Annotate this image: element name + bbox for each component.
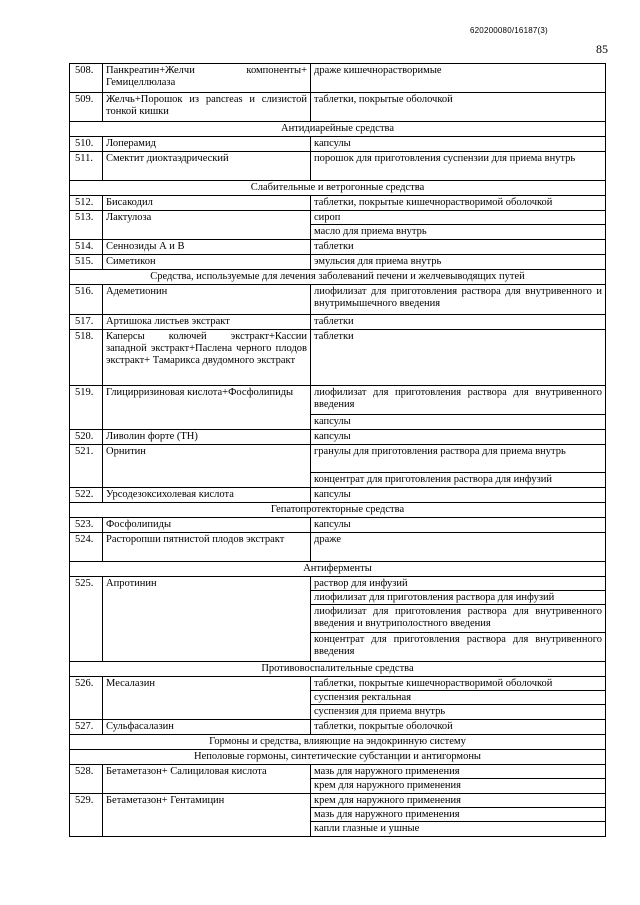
dosage-forms xyxy=(311,255,606,269)
drug-name: Месалазин xyxy=(103,677,311,719)
document-id: 620200080/16187(3) xyxy=(470,26,548,35)
row-number: 508. xyxy=(70,64,103,92)
table-row xyxy=(70,577,606,662)
row-number: 528. xyxy=(70,765,103,793)
table-row xyxy=(70,765,606,794)
drug-name: Сеннозиды А и В xyxy=(103,240,311,254)
table-row xyxy=(70,196,606,211)
table-row xyxy=(70,137,606,152)
dosage-form: мазь для наружного применения xyxy=(311,765,606,779)
dosage-forms xyxy=(311,211,606,239)
dosage-forms xyxy=(311,518,606,532)
dosage-form: суспензия для приема внутрь xyxy=(311,705,606,719)
table-row xyxy=(70,240,606,255)
drug-name: Смектит диоктаэдрический xyxy=(103,152,311,180)
section-header-row xyxy=(70,662,606,677)
dosage-form: капсулы xyxy=(311,430,606,444)
section-title: Средства, используемые для лечения заболеваний печени и желчевыводящих путей xyxy=(70,270,606,284)
dosage-form: таблетки xyxy=(311,240,606,254)
row-number: 522. xyxy=(70,488,103,502)
dosage-forms xyxy=(311,93,606,121)
dosage-form: крем для наружного применения xyxy=(311,794,606,808)
table-row xyxy=(70,211,606,240)
dosage-forms xyxy=(311,285,606,314)
row-number: 520. xyxy=(70,430,103,444)
drug-name: Бетаметазон+ Гентамицин xyxy=(103,794,311,836)
row-number: 517. xyxy=(70,315,103,329)
page-number: 85 xyxy=(596,42,608,56)
row-number: 519. xyxy=(70,386,103,429)
dosage-form: лиофилизат для приготовления раствора для внутривенного введения xyxy=(311,386,606,415)
dosage-form: концентрат для приготовления раствора для инфузий xyxy=(311,473,606,487)
dosage-form: таблетки xyxy=(311,315,606,329)
dosage-forms xyxy=(311,794,606,836)
section-header-row xyxy=(70,750,606,765)
dosage-form: лиофилизат для приготовления раствора для внутривенного и внутримышечного введения xyxy=(311,285,606,314)
dosage-forms xyxy=(311,430,606,444)
dosage-form: гранулы для приготовления раствора для приема внутрь xyxy=(311,445,606,473)
table-row xyxy=(70,720,606,735)
row-number: 525. xyxy=(70,577,103,661)
dosage-form: сироп xyxy=(311,211,606,225)
section-title: Слабительные и ветрогонные средства xyxy=(70,181,606,195)
dosage-form: капсулы xyxy=(311,415,606,429)
drug-name: Адеметионин xyxy=(103,285,311,314)
section-title: Неполовые гормоны, синтетические субстанции и антигормоны xyxy=(70,750,606,764)
dosage-form: масло для приема внутрь xyxy=(311,225,606,239)
row-number: 527. xyxy=(70,720,103,734)
dosage-forms xyxy=(311,137,606,151)
dosage-form: капсулы xyxy=(311,137,606,151)
drug-name: Орнитин xyxy=(103,445,311,487)
drug-name: Бетаметазон+ Салициловая кислота xyxy=(103,765,311,793)
dosage-forms xyxy=(311,152,606,180)
dosage-form: раствор для инфузий xyxy=(311,577,606,591)
drug-name: Глицирризиновая кислота+Фосфолипиды xyxy=(103,386,311,429)
drug-table xyxy=(69,63,606,837)
dosage-form: капли глазные и ушные xyxy=(311,822,606,836)
section-header-row xyxy=(70,270,606,285)
dosage-forms xyxy=(311,765,606,793)
section-title: Антиферменты xyxy=(70,562,606,576)
table-row xyxy=(70,315,606,330)
table-row xyxy=(70,64,606,93)
dosage-form: таблетки, покрытые оболочкой xyxy=(311,93,606,121)
drug-name: Бисакодил xyxy=(103,196,311,210)
dosage-form: суспензия ректальная xyxy=(311,691,606,705)
section-title: Гепатопротекторные средства xyxy=(70,503,606,517)
drug-name: Симетикон xyxy=(103,255,311,269)
drug-name: Апротинин xyxy=(103,577,311,661)
row-number: 526. xyxy=(70,677,103,719)
dosage-forms xyxy=(311,196,606,210)
table-row xyxy=(70,488,606,503)
section-title: Антидиарейные средства xyxy=(70,122,606,136)
dosage-form: лиофилизат для приготовления раствора для внутривенного введения и внутриполостного введения xyxy=(311,605,606,633)
table-row xyxy=(70,518,606,533)
table-row xyxy=(70,794,606,837)
table-row xyxy=(70,255,606,270)
dosage-form: таблетки, покрытые кишечнорастворимой оболочкой xyxy=(311,677,606,691)
dosage-form: таблетки, покрытые кишечнорастворимой оболочкой xyxy=(311,196,606,210)
drug-name: Ливолин форте (ТН) xyxy=(103,430,311,444)
dosage-form: мазь для наружного применения xyxy=(311,808,606,822)
dosage-forms xyxy=(311,330,606,385)
row-number: 512. xyxy=(70,196,103,210)
row-number: 516. xyxy=(70,285,103,314)
table-row xyxy=(70,93,606,122)
drug-name: Лактулоза xyxy=(103,211,311,239)
section-header-row xyxy=(70,562,606,577)
dosage-forms xyxy=(311,577,606,661)
table-row xyxy=(70,386,606,430)
dosage-forms xyxy=(311,533,606,561)
table-row xyxy=(70,445,606,488)
table-row xyxy=(70,285,606,315)
row-number: 515. xyxy=(70,255,103,269)
row-number: 510. xyxy=(70,137,103,151)
dosage-form: концентрат для приготовления раствора для внутривенного введения xyxy=(311,633,606,661)
dosage-form: капсулы xyxy=(311,518,606,532)
row-number: 529. xyxy=(70,794,103,836)
section-header-row xyxy=(70,735,606,750)
drug-name: Желчь+Порошок из pancreas и слизистой тонкой кишки xyxy=(103,93,311,121)
dosage-form: таблетки, покрытые оболочкой xyxy=(311,720,606,734)
row-number: 511. xyxy=(70,152,103,180)
table-row xyxy=(70,152,606,181)
row-number: 513. xyxy=(70,211,103,239)
section-header-row xyxy=(70,181,606,196)
dosage-form: крем для наружного применения xyxy=(311,779,606,793)
table-row xyxy=(70,533,606,562)
drug-name: Лоперамид xyxy=(103,137,311,151)
row-number: 524. xyxy=(70,533,103,561)
dosage-forms xyxy=(311,315,606,329)
dosage-forms xyxy=(311,64,606,92)
section-header-row xyxy=(70,503,606,518)
row-number: 518. xyxy=(70,330,103,385)
dosage-form: драже кишечнорастворимые xyxy=(311,64,606,92)
dosage-forms xyxy=(311,677,606,719)
drug-name: Каперсы колючей экстракт+Кассии западной экстракт+Паслена черного плодов экстракт+ Тамарикса двудомного экстракт xyxy=(103,330,311,385)
table-row xyxy=(70,330,606,386)
dosage-form: лиофилизат для приготовления раствора для инфузий xyxy=(311,591,606,605)
row-number: 523. xyxy=(70,518,103,532)
drug-name: Сульфасалазин xyxy=(103,720,311,734)
row-number: 514. xyxy=(70,240,103,254)
dosage-forms xyxy=(311,240,606,254)
dosage-forms xyxy=(311,488,606,502)
section-title: Гормоны и средства, влияющие на эндокринную систему xyxy=(70,735,606,749)
drug-name: Панкреатин+Желчи компоненты+ Гемицеллюлаза xyxy=(103,64,311,92)
section-title: Противовоспалительные средства xyxy=(70,662,606,676)
drug-name: Урсодезоксихолевая кислота xyxy=(103,488,311,502)
dosage-form: драже xyxy=(311,533,606,561)
table-row xyxy=(70,677,606,720)
dosage-form: капсулы xyxy=(311,488,606,502)
drug-name: Фосфолипиды xyxy=(103,518,311,532)
drug-name: Расторопши пятнистой плодов экстракт xyxy=(103,533,311,561)
dosage-forms xyxy=(311,386,606,429)
dosage-form: порошок для приготовления суспензии для приема внутрь xyxy=(311,152,606,180)
dosage-form: эмульсия для приема внутрь xyxy=(311,255,606,269)
dosage-forms xyxy=(311,720,606,734)
table-row xyxy=(70,430,606,445)
row-number: 509. xyxy=(70,93,103,121)
section-header-row xyxy=(70,122,606,137)
drug-name: Артишока листьев экстракт xyxy=(103,315,311,329)
row-number: 521. xyxy=(70,445,103,487)
dosage-forms xyxy=(311,445,606,487)
dosage-form: таблетки xyxy=(311,330,606,385)
